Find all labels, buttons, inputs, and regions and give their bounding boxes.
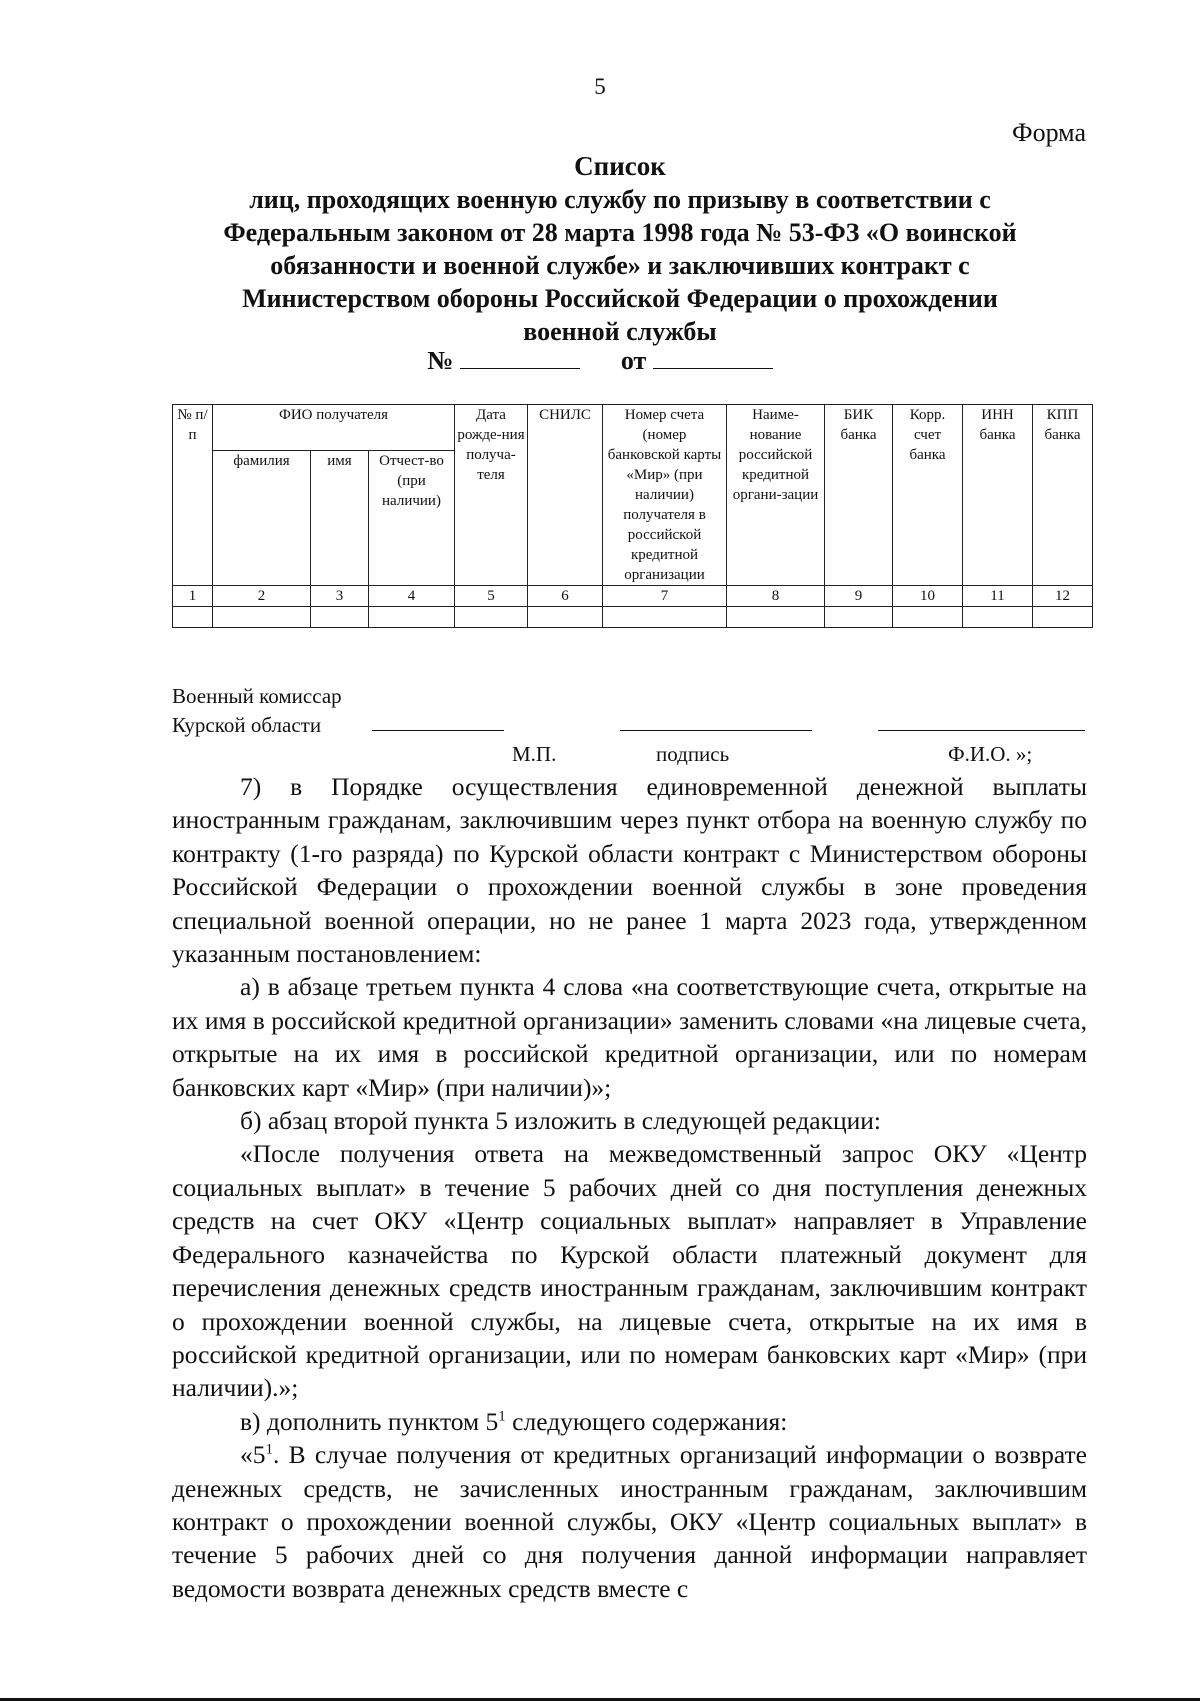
header-bik: БИК банка: [825, 405, 893, 586]
paragraph-v-text-end: следующего содержания:: [505, 1406, 788, 1436]
header-inn: ИНН банка: [963, 405, 1033, 586]
from-label: от: [620, 346, 647, 375]
empty-cell: [369, 607, 455, 628]
header-kpp: КПП банка: [1033, 405, 1093, 586]
signature-block: [172, 682, 1092, 740]
header-num: № п/п: [173, 405, 213, 586]
title-line-5: Министерством обороны Российской Федерации о прохождении: [242, 284, 998, 313]
paragraph-b: б) абзац второй пункта 5 изложить в следующей редакции:: [240, 1106, 881, 1136]
signature-line: [620, 730, 812, 731]
paragraph-5-1-text: . В случае получения от кредитных организаций информации о возврате денежных средств, не зачисленных иностранным гражданам, заключившим контракт о прохождении военной службы, ОКУ «Центр социальных выплат» в течение 5 рабочих дней со дня получения данной информации направляет ведомости возврата денежных средств вместе с: [172, 1440, 1087, 1603]
paragraph-5-1-start: «5: [240, 1440, 266, 1470]
caption-signature: подпись: [656, 742, 730, 766]
paragraph-quote: «После получения ответа на межведомственный запрос ОКУ «Центр социальных выплат» в течение 5 рабочих дней со дня поступления денежных средств на счет ОКУ «Центр социальных выплат» направляет в Управление Федерального казначейства по Курской области платежный документ для перечисления денежных средств иностранным гражданам, заключившим контракт о прохождении военной службы, на лицевые счета, открытые на их имя в российской кредитной организации, или по номерам банковских карт «Мир» (при наличии).»;: [172, 1139, 1087, 1403]
empty-cell: [213, 607, 311, 628]
column-number-row: [173, 586, 1093, 607]
paragraph-a: а) в абзаце третьем пункта 4 слова «на соответствующие счета, открытые на их имя в российской кредитной организации» заменить словами «на лицевые счета, открытые на их имя в российской кредитной организации, или по номерам банковских карт «Мир» (при наличии)»;: [172, 972, 1087, 1102]
number-date-line: [0, 346, 1200, 376]
col-number: 1: [173, 586, 213, 607]
header-surname: фамилия: [213, 451, 311, 586]
title-line-3: Федеральным законом от 28 марта 1998 года № 53-ФЗ «О воинской: [223, 218, 1017, 247]
superscript: 1: [498, 1408, 506, 1425]
paragraph-5-1: [172, 1438, 1087, 1605]
header-birth: Дата рожде-ния получа-теля: [455, 405, 528, 586]
paragraph-v: [172, 1405, 1087, 1438]
header-snils: СНИЛС: [528, 405, 603, 586]
signer-title-line-2: Курской области: [172, 713, 322, 737]
col-number: 8: [727, 586, 825, 607]
title-line-4: обязанности и военной службе» и заключивших контракт с: [270, 251, 970, 280]
header-bank-name: Наиме-нование российской кредитной органи-зации: [727, 405, 825, 586]
empty-cell: [893, 607, 963, 628]
col-number: 9: [825, 586, 893, 607]
empty-cell: [603, 607, 727, 628]
header-account: Номер счета (номер банковской карты «Мир» (при наличии) получателя в российской кредитной организации: [603, 405, 727, 586]
empty-cell: [1033, 607, 1093, 628]
col-number: 5: [455, 586, 528, 607]
header-patronymic: Отчест-во (при наличии): [369, 451, 455, 586]
header-corr: Корр. счет банка: [893, 405, 963, 586]
col-number: 10: [893, 586, 963, 607]
header-fio: ФИО получателя: [213, 405, 455, 451]
col-number: 12: [1033, 586, 1093, 607]
fio-line: [878, 730, 1085, 731]
superscript: 1: [265, 1441, 273, 1458]
document-title: [150, 150, 1090, 348]
empty-cell: [311, 607, 369, 628]
title-line-1: Список: [574, 151, 666, 181]
title-line-2: лиц, проходящих военную службу по призыву в соответствии с: [249, 185, 991, 214]
col-number: 11: [963, 586, 1033, 607]
col-number: 6: [528, 586, 603, 607]
table-header-row: [173, 405, 1093, 451]
empty-cell: [825, 607, 893, 628]
recipients-table: [172, 404, 1093, 628]
empty-data-row: [173, 607, 1093, 628]
title-line-6: военной службы: [523, 317, 717, 346]
paragraph-v-text: в) дополнить пунктом 5: [240, 1406, 499, 1436]
number-sign: №: [427, 346, 454, 375]
caption-fio: Ф.И.О. »;: [948, 742, 1033, 766]
body-text: [172, 770, 1087, 1605]
col-number: 7: [603, 586, 727, 607]
paragraph-7: 7) в Порядке осуществления единовременной денежной выплаты иностранным гражданам, заключившим через пункт отбора на военную службу по контракту (1-го разряда) по Курской области контракт с Министерством обороны Российской Федерации о прохождении военной службы в зоне проведения специальной военной операции, но не ранее 1 марта 2023 года, утвержденном указанным постановлением:: [172, 772, 1087, 969]
number-blank: [460, 346, 580, 369]
col-number: 2: [213, 586, 311, 607]
col-number: 3: [311, 586, 369, 607]
scan-bottom-edge: [0, 1698, 1200, 1701]
empty-cell: [528, 607, 603, 628]
col-number: 4: [369, 586, 455, 607]
signer-title-line-1: Военный комиссар: [172, 684, 342, 708]
stamp-line: [372, 730, 504, 731]
caption-mp: М.П.: [512, 742, 557, 766]
empty-cell: [727, 607, 825, 628]
empty-cell: [455, 607, 528, 628]
header-name: имя: [311, 451, 369, 586]
form-label: Форма: [1012, 118, 1086, 147]
date-blank: [653, 346, 773, 369]
empty-cell: [173, 607, 213, 628]
empty-cell: [963, 607, 1033, 628]
page-number: 5: [594, 74, 606, 99]
